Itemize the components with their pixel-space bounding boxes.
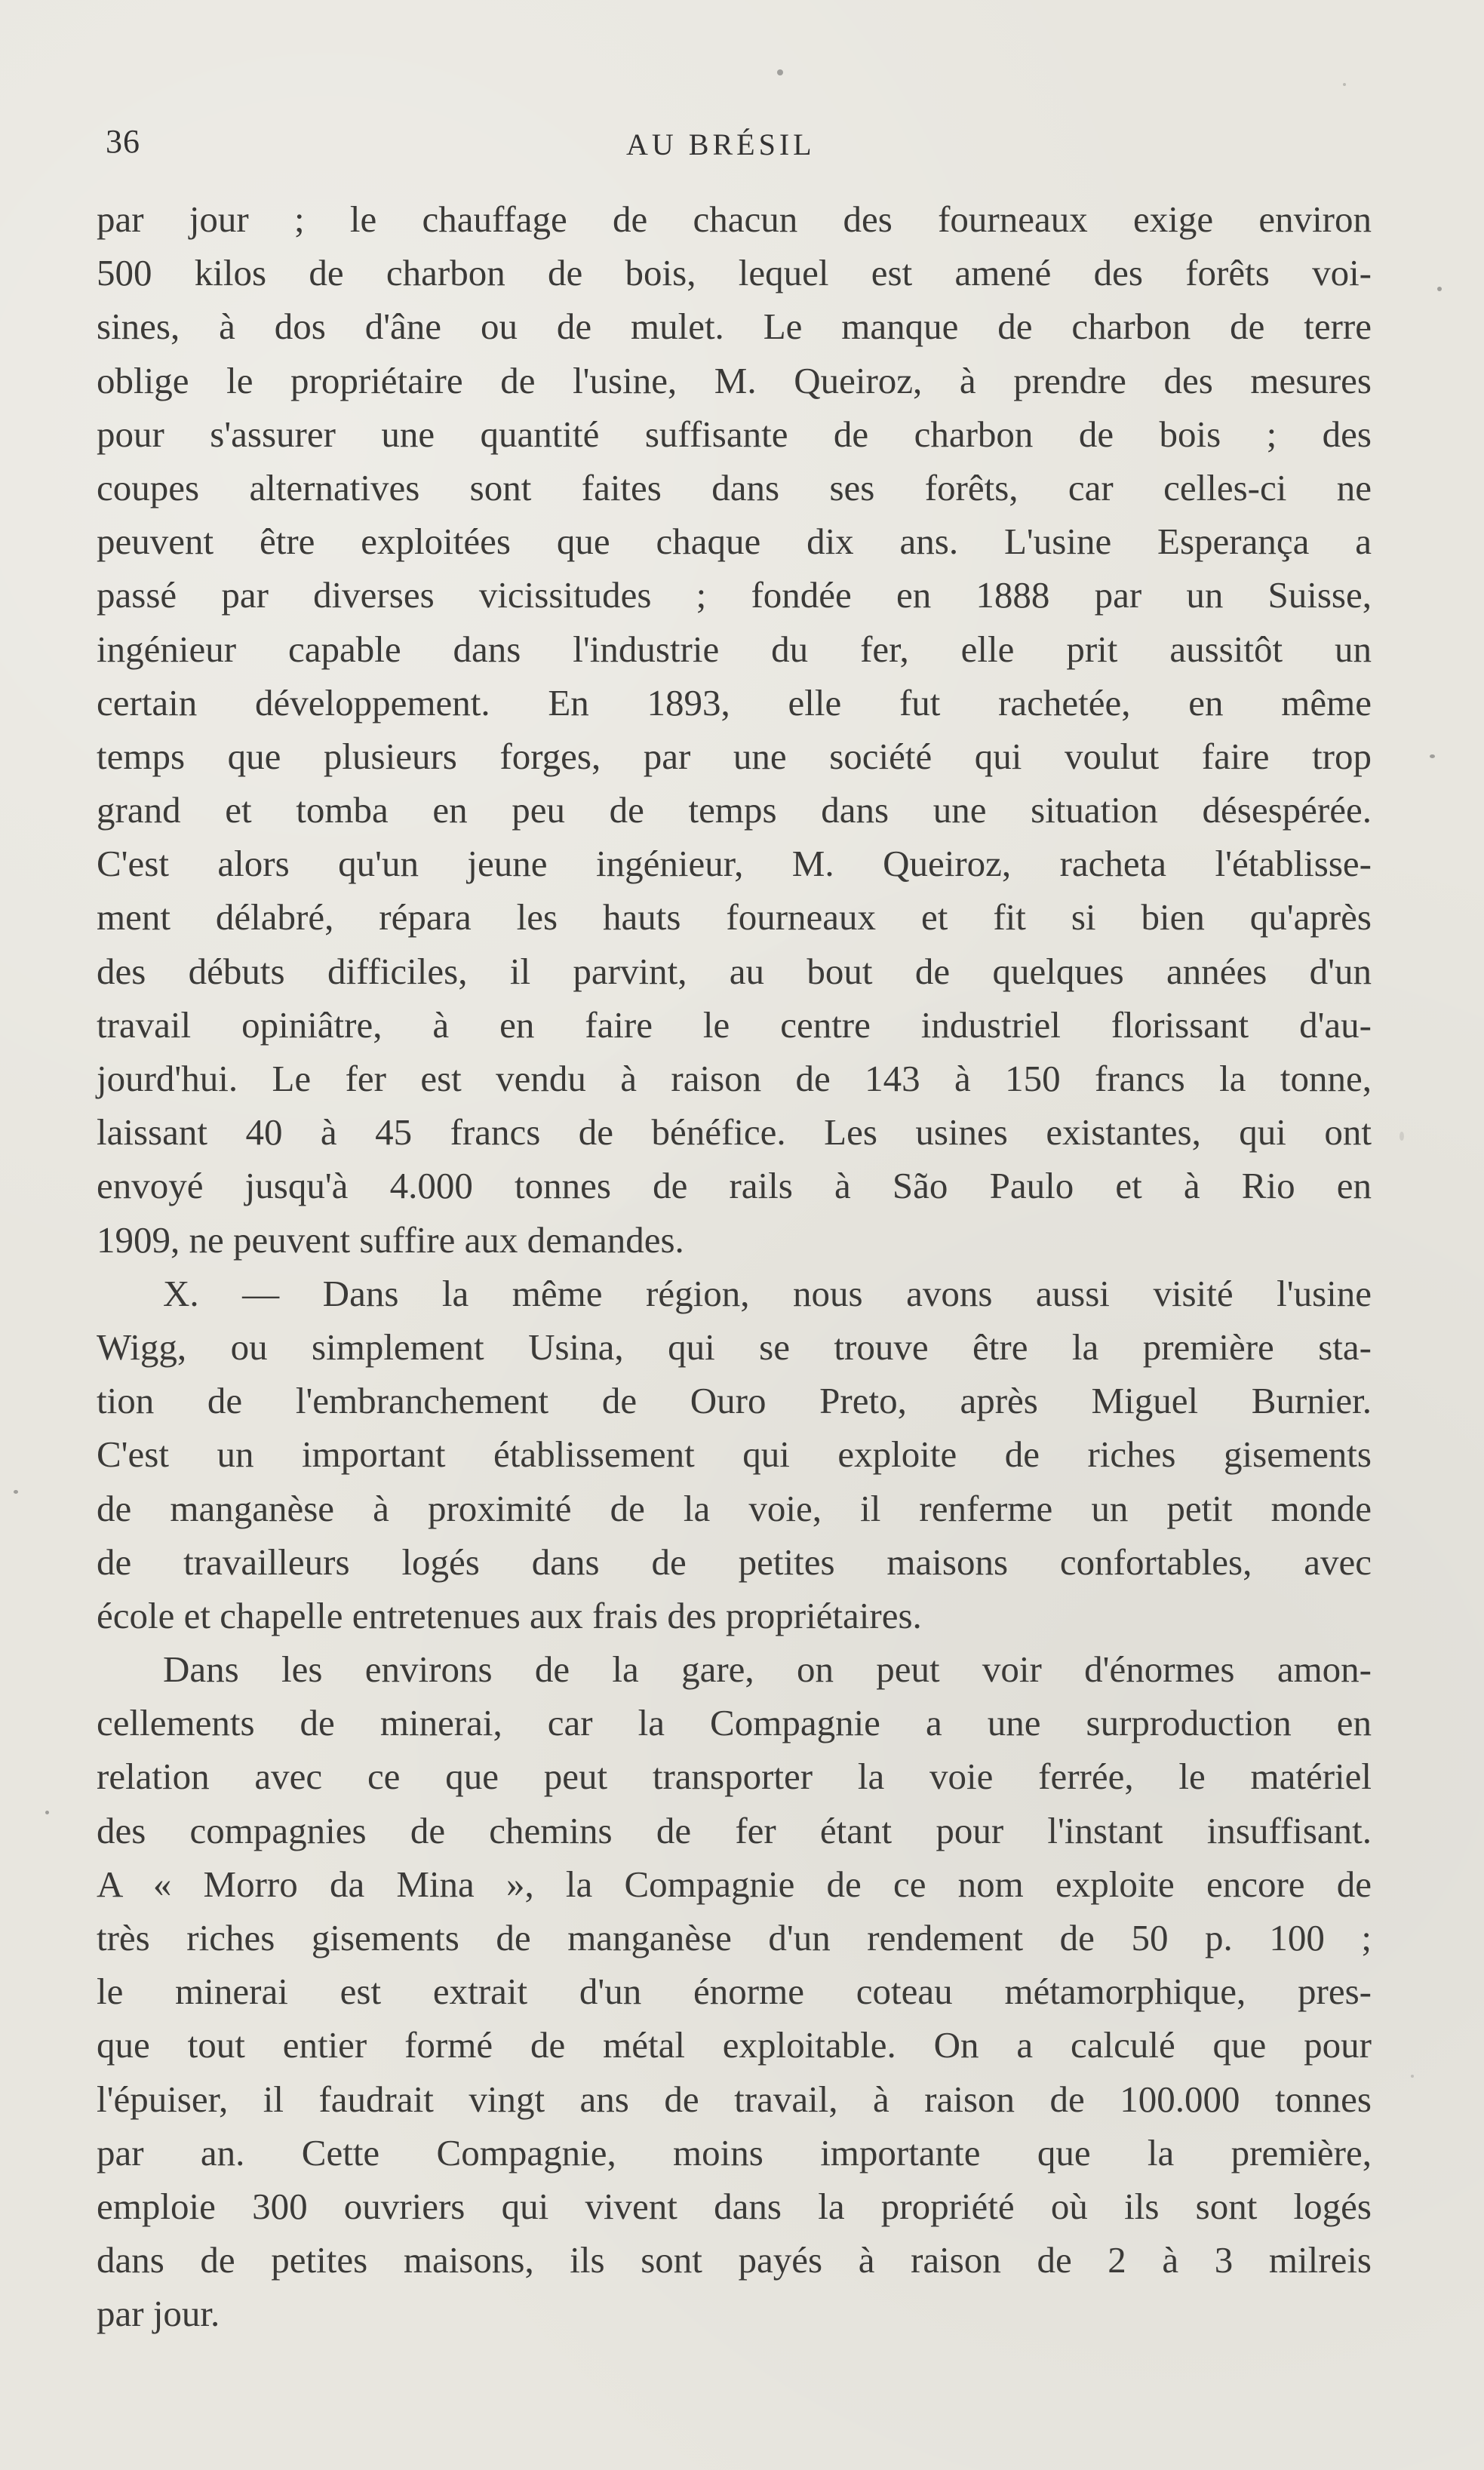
text-line: envoyé jusqu'à 4.000 tonnes de rails à São Paulo et à Rio en — [97, 1165, 1372, 1207]
text-line: peuvent être exploitées que chaque dix ans. L'usine Esperança a — [97, 521, 1372, 563]
text-line: que tout entier formé de métal exploitable. On a calculé que pour — [97, 2024, 1372, 2066]
text-line: passé par diverses vicissitudes ; fondée en 1888 par un Suisse, — [97, 574, 1372, 616]
paragraph-end-line: 1909, ne peuvent suffire aux demandes. — [97, 1218, 684, 1261]
speck — [777, 69, 783, 75]
text-line: des débuts difficiles, il parvint, au bout de quelques années d'un — [97, 950, 1372, 992]
text-line-indented: X. — Dans la même région, nous avons aussi visité l'usine — [163, 1272, 1372, 1314]
text-line: certain développement. En 1893, elle fut rachetée, en même — [97, 681, 1372, 723]
text-line: travail opiniâtre, à en faire le centre industriel florissant d'au- — [97, 1003, 1372, 1046]
text-line: des compagnies de chemins de fer étant pour l'instant insuffisant. — [97, 1809, 1372, 1851]
speck — [14, 1490, 18, 1494]
text-line: par an. Cette Compagnie, moins importante que la première, — [97, 2131, 1372, 2174]
speck — [1411, 2075, 1414, 2078]
text-line: de travailleurs logés dans de petites maisons confortables, avec — [97, 1541, 1372, 1583]
text-line: oblige le propriétaire de l'usine, M. Queiroz, à prendre des mesures — [97, 359, 1372, 401]
text-line: dans de petites maisons, ils sont payés à raison de 2 à 3 milreis — [97, 2239, 1372, 2281]
text-line: 500 kilos de charbon de bois, lequel est amené des forêts voi- — [97, 252, 1372, 294]
text-line: le minerai est extrait d'un énorme coteau métamorphique, pres- — [97, 1971, 1372, 2013]
text-line: relation avec ce que peut transporter la voie ferrée, le matériel — [97, 1756, 1372, 1798]
text-line: laissant 40 à 45 francs de bénéfice. Les usines existantes, qui ont — [97, 1111, 1372, 1154]
page-number: 36 — [106, 123, 140, 160]
running-head — [0, 122, 1484, 167]
paragraph-end-line: école et chapelle entretenues aux frais des propriétaires. — [97, 1594, 922, 1636]
text-line: A « Morro da Mina », la Compagnie de ce nom exploite encore de — [97, 1863, 1372, 1905]
speck — [1400, 1132, 1404, 1141]
text-line: cellements de minerai, car la Compagnie a une surproduction en — [97, 1702, 1372, 1744]
speck — [1430, 754, 1435, 758]
text-line: C'est alors qu'un jeune ingénieur, M. Queiroz, racheta l'établisse- — [97, 843, 1372, 885]
text-line-indented: Dans les environs de la gare, on peut voir d'énormes amon- — [163, 1648, 1372, 1691]
text-line: tion de l'embranchement de Ouro Preto, après Miguel Burnier. — [97, 1380, 1372, 1422]
text-line: ment délabré, répara les hauts fourneaux et fit si bien qu'après — [97, 896, 1372, 939]
speck — [45, 1811, 49, 1814]
text-line: pour s'assurer une quantité suffisante de charbon de bois ; des — [97, 413, 1372, 455]
text-line: C'est un important établissement qui exploite de riches gisements — [97, 1433, 1372, 1476]
paragraph-end-line: par jour. — [97, 2293, 220, 2335]
text-line: Wigg, ou simplement Usina, qui se trouve être la première sta- — [97, 1326, 1372, 1368]
text-line: grand et tomba en peu de temps dans une situation désespérée. — [97, 789, 1372, 831]
text-line: emploie 300 ouvriers qui vivent dans la propriété où ils sont logés — [97, 2185, 1372, 2227]
text-line: par jour ; le chauffage de chacun des fourneaux exige environ — [97, 198, 1372, 240]
text-line: ingénieur capable dans l'industrie du fer, elle prit aussitôt un — [97, 628, 1372, 670]
text-line: temps que plusieurs forges, par une société qui voulut faire trop — [97, 735, 1372, 777]
text-line: sines, à dos d'âne ou de mulet. Le manque de charbon de terre — [97, 306, 1372, 348]
text-line: très riches gisements de manganèse d'un rendement de 50 p. 100 ; — [97, 1917, 1372, 1958]
text-line: coupes alternatives sont faites dans ses forêts, car celles-ci ne — [97, 466, 1372, 508]
text-line: de manganèse à proximité de la voie, il renferme un petit monde — [97, 1487, 1372, 1529]
text-line: l'épuiser, il faudrait vingt ans de travail, à raison de 100.000 tonnes — [97, 2078, 1372, 2120]
speck — [1343, 83, 1346, 86]
text-line: jourd'hui. Le fer est vendu à raison de 143 à 150 francs la tonne, — [97, 1058, 1372, 1099]
running-title: AU BRÉSIL — [626, 127, 816, 161]
body-text — [97, 192, 1372, 2341]
speck — [1437, 287, 1442, 291]
